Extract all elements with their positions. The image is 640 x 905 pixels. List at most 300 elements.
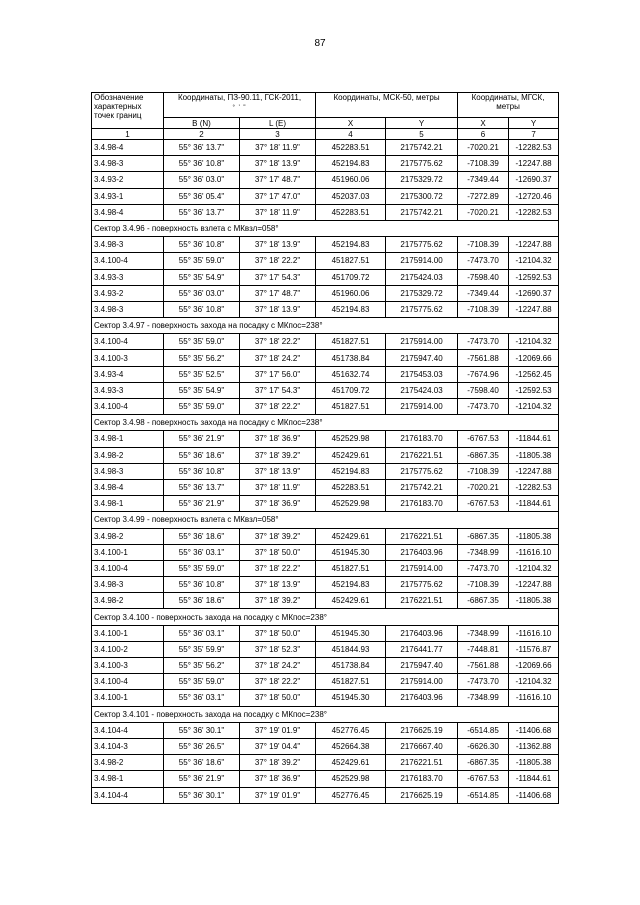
cell-latitude: 55° 36' 21.9" <box>164 771 240 787</box>
cell-msk-y: 2175914.00 <box>386 674 458 690</box>
cell-mgsk-x: -7020.21 <box>458 140 509 156</box>
table-row <box>92 496 559 512</box>
cell-mgsk-x: -7473.70 <box>458 560 509 576</box>
table-row <box>92 674 559 690</box>
cell-msk-y: 2175947.40 <box>386 350 458 366</box>
table-row <box>92 156 559 172</box>
cell-point-id: 3.4.93-1 <box>92 188 164 204</box>
cell-point-id: 3.4.100-3 <box>92 350 164 366</box>
cell-msk-y: 2176403.96 <box>386 690 458 706</box>
table-row <box>92 544 559 560</box>
table-row <box>92 625 559 641</box>
header-pz-gsk <box>164 93 316 118</box>
cell-mgsk-y: -11616.10 <box>509 625 559 641</box>
cell-mgsk-y: -11406.68 <box>509 722 559 738</box>
cell-mgsk-x: -6767.53 <box>458 496 509 512</box>
cell-latitude: 55° 35' 56.2" <box>164 350 240 366</box>
cell-latitude: 55° 35' 52.5" <box>164 366 240 382</box>
cell-longitude: 37° 18' 22.2" <box>240 253 316 269</box>
cell-longitude: 37° 18' 22.2" <box>240 674 316 690</box>
cell-mgsk-x: -6514.85 <box>458 787 509 803</box>
cell-msk-x: 451827.51 <box>316 560 386 576</box>
cell-latitude: 55° 35' 59.0" <box>164 674 240 690</box>
header-num-2: 2 <box>164 129 240 140</box>
table-body <box>92 140 559 804</box>
cell-point-id: 3.4.93-2 <box>92 172 164 188</box>
cell-longitude: 37° 18' 39.2" <box>240 755 316 771</box>
table-row <box>92 690 559 706</box>
cell-mgsk-y: -12104.32 <box>509 560 559 576</box>
cell-msk-x: 452194.83 <box>316 301 386 317</box>
cell-msk-y: 2176221.51 <box>386 593 458 609</box>
cell-msk-y: 2176625.19 <box>386 787 458 803</box>
cell-latitude: 55° 36' 10.8" <box>164 301 240 317</box>
cell-mgsk-y: -12104.32 <box>509 253 559 269</box>
cell-msk-y: 2175742.21 <box>386 140 458 156</box>
table-row <box>92 528 559 544</box>
table-row <box>92 738 559 754</box>
cell-mgsk-x: -7473.70 <box>458 399 509 415</box>
cell-msk-y: 2175914.00 <box>386 334 458 350</box>
cell-mgsk-x: -7108.39 <box>458 577 509 593</box>
cell-mgsk-y: -12690.37 <box>509 285 559 301</box>
table-row <box>92 172 559 188</box>
cell-msk-y: 2175742.21 <box>386 204 458 220</box>
cell-point-id: 3.4.100-1 <box>92 625 164 641</box>
cell-mgsk-x: -7349.44 <box>458 285 509 301</box>
cell-mgsk-x: -6867.35 <box>458 447 509 463</box>
cell-msk-x: 451827.51 <box>316 334 386 350</box>
cell-point-id: 3.4.93-4 <box>92 366 164 382</box>
table-row <box>92 140 559 156</box>
cell-point-id: 3.4.100-3 <box>92 658 164 674</box>
cell-mgsk-y: -12247.88 <box>509 237 559 253</box>
cell-longitude: 37° 18' 22.2" <box>240 560 316 576</box>
cell-point-id: 3.4.98-4 <box>92 479 164 495</box>
cell-latitude: 55° 35' 59.0" <box>164 253 240 269</box>
cell-msk-x: 451709.72 <box>316 382 386 398</box>
header-designation: Обозначение характерных точек границ <box>92 93 164 129</box>
cell-mgsk-y: -12592.53 <box>509 382 559 398</box>
cell-latitude: 55° 36' 30.1" <box>164 722 240 738</box>
cell-msk-x: 452194.83 <box>316 577 386 593</box>
cell-msk-x: 452529.98 <box>316 496 386 512</box>
cell-msk-y: 2176441.77 <box>386 641 458 657</box>
cell-longitude: 37° 18' 52.3" <box>240 641 316 657</box>
cell-mgsk-x: -6767.53 <box>458 431 509 447</box>
cell-longitude: 37° 18' 13.9" <box>240 301 316 317</box>
cell-point-id: 3.4.98-3 <box>92 156 164 172</box>
cell-mgsk-y: -12592.53 <box>509 269 559 285</box>
header-sub-mgsk-y: Y <box>509 118 559 129</box>
cell-mgsk-x: -7348.99 <box>458 690 509 706</box>
cell-mgsk-x: -7561.88 <box>458 658 509 674</box>
cell-point-id: 3.4.98-2 <box>92 755 164 771</box>
section-title: Сектор 3.4.101 - поверхность захода на посадку с МКпос=238° <box>92 706 559 722</box>
cell-latitude: 55° 36' 18.6" <box>164 528 240 544</box>
cell-msk-x: 451945.30 <box>316 544 386 560</box>
cell-mgsk-y: -11844.61 <box>509 431 559 447</box>
cell-mgsk-y: -12247.88 <box>509 577 559 593</box>
header-num-3: 3 <box>240 129 316 140</box>
cell-msk-y: 2175329.72 <box>386 172 458 188</box>
cell-msk-y: 2176403.96 <box>386 625 458 641</box>
cell-point-id: 3.4.98-1 <box>92 431 164 447</box>
cell-mgsk-x: -7108.39 <box>458 237 509 253</box>
cell-mgsk-y: -11805.38 <box>509 447 559 463</box>
cell-mgsk-x: -7020.21 <box>458 204 509 220</box>
cell-msk-y: 2175914.00 <box>386 253 458 269</box>
table-row <box>92 771 559 787</box>
cell-latitude: 55° 36' 30.1" <box>164 787 240 803</box>
table-row <box>92 204 559 220</box>
section-title: Сектор 3.4.97 - поверхность захода на посадку с МКпос=238° <box>92 318 559 334</box>
cell-mgsk-y: -11805.38 <box>509 755 559 771</box>
cell-msk-x: 452776.45 <box>316 722 386 738</box>
header-num-6: 6 <box>458 129 509 140</box>
cell-point-id: 3.4.98-2 <box>92 593 164 609</box>
cell-latitude: 55° 35' 59.0" <box>164 560 240 576</box>
cell-msk-x: 452529.98 <box>316 771 386 787</box>
cell-longitude: 37° 19' 01.9" <box>240 787 316 803</box>
cell-latitude: 55° 36' 03.1" <box>164 690 240 706</box>
cell-mgsk-x: -7108.39 <box>458 463 509 479</box>
cell-mgsk-x: -6514.85 <box>458 722 509 738</box>
table-row <box>92 237 559 253</box>
cell-mgsk-y: -12282.53 <box>509 140 559 156</box>
cell-latitude: 55° 36' 05.4" <box>164 188 240 204</box>
cell-msk-x: 452776.45 <box>316 787 386 803</box>
table-row <box>92 269 559 285</box>
cell-mgsk-x: -7349.44 <box>458 172 509 188</box>
table-row <box>92 593 559 609</box>
table-row <box>92 463 559 479</box>
cell-mgsk-y: -12720.46 <box>509 188 559 204</box>
cell-point-id: 3.4.104-4 <box>92 787 164 803</box>
cell-point-id: 3.4.98-3 <box>92 237 164 253</box>
table-row <box>92 787 559 803</box>
cell-mgsk-y: -11844.61 <box>509 771 559 787</box>
table-row <box>92 722 559 738</box>
cell-longitude: 37° 18' 36.9" <box>240 496 316 512</box>
cell-point-id: 3.4.100-4 <box>92 334 164 350</box>
cell-point-id: 3.4.100-2 <box>92 641 164 657</box>
cell-point-id: 3.4.100-1 <box>92 690 164 706</box>
section-row <box>92 706 559 722</box>
cell-longitude: 37° 18' 22.2" <box>240 399 316 415</box>
cell-msk-x: 451960.06 <box>316 285 386 301</box>
cell-longitude: 37° 18' 13.9" <box>240 156 316 172</box>
cell-msk-y: 2176403.96 <box>386 544 458 560</box>
cell-msk-x: 452194.83 <box>316 156 386 172</box>
section-row <box>92 609 559 625</box>
cell-mgsk-x: -7348.99 <box>458 544 509 560</box>
table-row <box>92 577 559 593</box>
cell-point-id: 3.4.98-2 <box>92 447 164 463</box>
cell-point-id: 3.4.93-2 <box>92 285 164 301</box>
header-pz-gsk-text: Координаты, ПЗ-90.11, ГСК-2011, <box>177 93 302 102</box>
cell-msk-x: 452664.38 <box>316 738 386 754</box>
cell-msk-y: 2176667.40 <box>386 738 458 754</box>
cell-msk-x: 452429.61 <box>316 447 386 463</box>
header-sub-msk-x: X <box>316 118 386 129</box>
cell-mgsk-x: -7473.70 <box>458 674 509 690</box>
cell-mgsk-x: -7448.81 <box>458 641 509 657</box>
table-row <box>92 334 559 350</box>
cell-point-id: 3.4.100-4 <box>92 560 164 576</box>
header-sub-b: B (N) <box>164 118 240 129</box>
cell-mgsk-x: -7108.39 <box>458 156 509 172</box>
cell-msk-y: 2176221.51 <box>386 447 458 463</box>
cell-mgsk-x: -7561.88 <box>458 350 509 366</box>
cell-mgsk-y: -11576.87 <box>509 641 559 657</box>
cell-msk-x: 452529.98 <box>316 431 386 447</box>
cell-latitude: 55° 36' 18.6" <box>164 755 240 771</box>
cell-msk-y: 2176183.70 <box>386 496 458 512</box>
cell-latitude: 55° 36' 21.9" <box>164 496 240 512</box>
cell-mgsk-x: -7272.89 <box>458 188 509 204</box>
cell-point-id: 3.4.98-2 <box>92 528 164 544</box>
cell-latitude: 55° 36' 21.9" <box>164 431 240 447</box>
table-row <box>92 447 559 463</box>
cell-msk-x: 451709.72 <box>316 269 386 285</box>
cell-mgsk-x: -6626.30 <box>458 738 509 754</box>
cell-longitude: 37° 18' 50.0" <box>240 544 316 560</box>
cell-point-id: 3.4.100-4 <box>92 399 164 415</box>
cell-latitude: 55° 35' 54.9" <box>164 269 240 285</box>
cell-longitude: 37° 18' 39.2" <box>240 593 316 609</box>
cell-msk-y: 2176183.70 <box>386 771 458 787</box>
cell-point-id: 3.4.100-1 <box>92 544 164 560</box>
cell-mgsk-y: -12690.37 <box>509 172 559 188</box>
cell-longitude: 37° 17' 48.7" <box>240 285 316 301</box>
cell-point-id: 3.4.98-4 <box>92 140 164 156</box>
cell-mgsk-y: -12247.88 <box>509 156 559 172</box>
cell-latitude: 55° 36' 10.8" <box>164 463 240 479</box>
cell-point-id: 3.4.100-4 <box>92 674 164 690</box>
table-row <box>92 641 559 657</box>
cell-msk-y: 2175424.03 <box>386 269 458 285</box>
cell-msk-y: 2175775.62 <box>386 577 458 593</box>
table-row <box>92 431 559 447</box>
cell-point-id: 3.4.98-4 <box>92 204 164 220</box>
cell-latitude: 55° 36' 18.6" <box>164 593 240 609</box>
cell-longitude: 37° 18' 50.0" <box>240 690 316 706</box>
header-pz-gsk-units: ° ' " <box>232 105 247 111</box>
cell-longitude: 37° 18' 13.9" <box>240 463 316 479</box>
cell-mgsk-x: -7598.40 <box>458 382 509 398</box>
cell-mgsk-y: -12282.53 <box>509 204 559 220</box>
header-num-4: 4 <box>316 129 386 140</box>
cell-msk-y: 2175329.72 <box>386 285 458 301</box>
section-title: Сектор 3.4.98 - поверхность захода на посадку с МКпос=238° <box>92 415 559 431</box>
table-header <box>92 93 559 140</box>
cell-latitude: 55° 35' 56.2" <box>164 658 240 674</box>
cell-msk-x: 452194.83 <box>316 237 386 253</box>
cell-mgsk-y: -11406.68 <box>509 787 559 803</box>
cell-mgsk-x: -6867.35 <box>458 593 509 609</box>
table-row <box>92 755 559 771</box>
cell-latitude: 55° 36' 10.8" <box>164 577 240 593</box>
cell-longitude: 37° 18' 22.2" <box>240 334 316 350</box>
cell-latitude: 55° 36' 03.1" <box>164 544 240 560</box>
header-sub-l: L (E) <box>240 118 316 129</box>
cell-msk-y: 2175914.00 <box>386 560 458 576</box>
cell-longitude: 37° 18' 50.0" <box>240 625 316 641</box>
cell-msk-y: 2175914.00 <box>386 399 458 415</box>
cell-latitude: 55° 36' 10.8" <box>164 237 240 253</box>
cell-latitude: 55° 36' 03.0" <box>164 285 240 301</box>
cell-msk-y: 2175424.03 <box>386 382 458 398</box>
cell-longitude: 37° 18' 11.9" <box>240 140 316 156</box>
cell-msk-x: 451738.84 <box>316 658 386 674</box>
cell-latitude: 55° 36' 13.7" <box>164 204 240 220</box>
cell-latitude: 55° 35' 59.9" <box>164 641 240 657</box>
cell-longitude: 37° 18' 24.2" <box>240 658 316 674</box>
cell-msk-y: 2175775.62 <box>386 156 458 172</box>
table-row <box>92 301 559 317</box>
cell-msk-y: 2175742.21 <box>386 479 458 495</box>
cell-longitude: 37° 19' 04.4" <box>240 738 316 754</box>
cell-latitude: 55° 36' 13.7" <box>164 479 240 495</box>
cell-mgsk-x: -6867.35 <box>458 528 509 544</box>
header-msk: Координаты, МСК-50, метры <box>316 93 458 118</box>
cell-longitude: 37° 18' 13.9" <box>240 237 316 253</box>
cell-point-id: 3.4.98-3 <box>92 463 164 479</box>
cell-mgsk-x: -7674.96 <box>458 366 509 382</box>
cell-latitude: 55° 36' 26.5" <box>164 738 240 754</box>
cell-mgsk-x: -7108.39 <box>458 301 509 317</box>
cell-msk-x: 451945.30 <box>316 690 386 706</box>
cell-mgsk-y: -12104.32 <box>509 334 559 350</box>
cell-msk-y: 2175775.62 <box>386 463 458 479</box>
cell-latitude: 55° 36' 18.6" <box>164 447 240 463</box>
cell-longitude: 37° 17' 47.0" <box>240 188 316 204</box>
cell-point-id: 3.4.98-3 <box>92 577 164 593</box>
cell-msk-x: 451827.51 <box>316 399 386 415</box>
cell-msk-x: 452429.61 <box>316 528 386 544</box>
section-title: Сектор 3.4.96 - поверхность взлета с МКвзл=058° <box>92 220 559 236</box>
cell-mgsk-y: -11616.10 <box>509 690 559 706</box>
cell-mgsk-y: -11805.38 <box>509 593 559 609</box>
cell-msk-x: 451844.93 <box>316 641 386 657</box>
cell-latitude: 55° 36' 03.0" <box>164 172 240 188</box>
cell-latitude: 55° 35' 54.9" <box>164 382 240 398</box>
table-row <box>92 560 559 576</box>
cell-mgsk-x: -7348.99 <box>458 625 509 641</box>
cell-msk-y: 2176221.51 <box>386 755 458 771</box>
cell-longitude: 37° 18' 24.2" <box>240 350 316 366</box>
cell-point-id: 3.4.93-3 <box>92 382 164 398</box>
cell-point-id: 3.4.93-3 <box>92 269 164 285</box>
cell-mgsk-y: -12562.45 <box>509 366 559 382</box>
header-mgsk: Координаты, МГСК, метры <box>458 93 559 118</box>
cell-longitude: 37° 18' 13.9" <box>240 577 316 593</box>
table-row <box>92 366 559 382</box>
cell-longitude: 37° 18' 39.2" <box>240 447 316 463</box>
cell-msk-x: 451827.51 <box>316 253 386 269</box>
cell-mgsk-x: -7598.40 <box>458 269 509 285</box>
header-sub-mgsk-x: X <box>458 118 509 129</box>
cell-msk-y: 2175453.03 <box>386 366 458 382</box>
cell-latitude: 55° 35' 59.0" <box>164 334 240 350</box>
cell-msk-x: 451632.74 <box>316 366 386 382</box>
table-row <box>92 253 559 269</box>
cell-longitude: 37° 17' 54.3" <box>240 269 316 285</box>
section-row <box>92 220 559 236</box>
cell-point-id: 3.4.98-1 <box>92 496 164 512</box>
coordinates-table <box>91 92 559 804</box>
section-row <box>92 512 559 528</box>
cell-point-id: 3.4.104-4 <box>92 722 164 738</box>
cell-mgsk-y: -12069.66 <box>509 658 559 674</box>
cell-mgsk-y: -11616.10 <box>509 544 559 560</box>
header-num-5: 5 <box>386 129 458 140</box>
cell-mgsk-y: -12247.88 <box>509 301 559 317</box>
cell-msk-x: 452283.51 <box>316 479 386 495</box>
cell-msk-x: 452037.03 <box>316 188 386 204</box>
cell-point-id: 3.4.98-1 <box>92 771 164 787</box>
cell-mgsk-y: -12104.32 <box>509 674 559 690</box>
cell-longitude: 37° 18' 36.9" <box>240 431 316 447</box>
cell-longitude: 37° 18' 11.9" <box>240 204 316 220</box>
cell-msk-y: 2175947.40 <box>386 658 458 674</box>
cell-msk-x: 451827.51 <box>316 674 386 690</box>
cell-msk-x: 452429.61 <box>316 593 386 609</box>
header-num-7: 7 <box>509 129 559 140</box>
cell-msk-y: 2175300.72 <box>386 188 458 204</box>
cell-msk-y: 2176625.19 <box>386 722 458 738</box>
section-title: Сектор 3.4.99 - поверхность взлета с МКвзл=058° <box>92 512 559 528</box>
cell-latitude: 55° 35' 59.0" <box>164 399 240 415</box>
header-num-1: 1 <box>92 129 164 140</box>
table-row <box>92 399 559 415</box>
table-row <box>92 350 559 366</box>
section-row <box>92 318 559 334</box>
cell-latitude: 55° 36' 10.8" <box>164 156 240 172</box>
cell-longitude: 37° 17' 56.0" <box>240 366 316 382</box>
cell-msk-x: 452429.61 <box>316 755 386 771</box>
cell-longitude: 37° 19' 01.9" <box>240 722 316 738</box>
cell-longitude: 37° 17' 48.7" <box>240 172 316 188</box>
cell-mgsk-x: -6767.53 <box>458 771 509 787</box>
cell-mgsk-y: -11844.61 <box>509 496 559 512</box>
cell-msk-y: 2175775.62 <box>386 237 458 253</box>
cell-mgsk-y: -11362.88 <box>509 738 559 754</box>
cell-point-id: 3.4.104-3 <box>92 738 164 754</box>
cell-latitude: 55° 36' 03.1" <box>164 625 240 641</box>
cell-msk-x: 452283.51 <box>316 204 386 220</box>
cell-msk-x: 451960.06 <box>316 172 386 188</box>
cell-msk-y: 2176183.70 <box>386 431 458 447</box>
section-title: Сектор 3.4.100 - поверхность захода на посадку с МКпос=238° <box>92 609 559 625</box>
cell-longitude: 37° 18' 39.2" <box>240 528 316 544</box>
table-row <box>92 285 559 301</box>
cell-point-id: 3.4.98-3 <box>92 301 164 317</box>
cell-msk-x: 452194.83 <box>316 463 386 479</box>
cell-longitude: 37° 18' 36.9" <box>240 771 316 787</box>
cell-mgsk-x: -7473.70 <box>458 334 509 350</box>
table-row <box>92 382 559 398</box>
cell-msk-x: 452283.51 <box>316 140 386 156</box>
table-row <box>92 658 559 674</box>
cell-msk-x: 451738.84 <box>316 350 386 366</box>
cell-mgsk-y: -12247.88 <box>509 463 559 479</box>
cell-longitude: 37° 17' 54.3" <box>240 382 316 398</box>
cell-point-id: 3.4.100-4 <box>92 253 164 269</box>
cell-mgsk-x: -7020.21 <box>458 479 509 495</box>
cell-mgsk-x: -6867.35 <box>458 755 509 771</box>
